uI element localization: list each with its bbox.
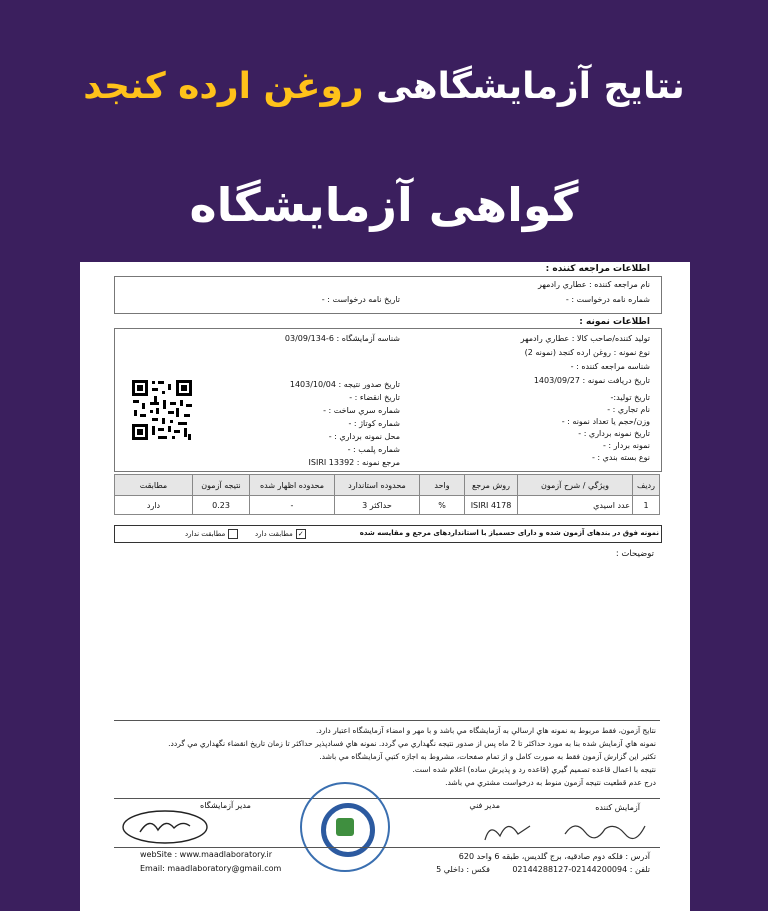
notes-divider bbox=[114, 720, 660, 721]
cell-method: ISIRI 4178 bbox=[465, 496, 518, 515]
code-number: شماره كوتاژ : - bbox=[348, 419, 400, 428]
lab-certificate bbox=[80, 262, 690, 911]
banner-title-prefix: نتایج آزمایشگاهی bbox=[376, 66, 685, 107]
results-table bbox=[114, 474, 660, 515]
col-method: روش مرجع bbox=[465, 475, 518, 496]
issue-date: تاريخ صدور نتيجه : 1403/10/04 bbox=[289, 380, 400, 389]
match-label: مطابقت دارد bbox=[255, 530, 293, 538]
request-number: شماره نامه درخواست : - bbox=[565, 295, 650, 304]
producer: توليد كننده/صاحب كالا : عطاري رادمهر bbox=[520, 334, 650, 343]
requester-section-title: اطلاعات مراجعه کننده : bbox=[545, 264, 650, 274]
nomatch-label: مطابقت ندارد bbox=[185, 530, 226, 538]
tester-signature-icon bbox=[560, 814, 650, 844]
note-4: نتيجه با اعمال قاعده تصميم گيري (قاعده رد و پذيرش ساده) اعلام شده است. bbox=[412, 765, 656, 774]
note-1: نتايج آزمون، فقط مربوط به نمونه هاي ارسالي به آزمايشگاه مي باشد و با مهر و امضاء آزمايشگاه اعتبار دارد. bbox=[315, 726, 656, 735]
conformity-nomatch bbox=[185, 529, 238, 539]
cell-result: 0.23 bbox=[193, 496, 250, 515]
cell-test: عدد اسيدي bbox=[518, 496, 633, 515]
technical-signature-icon bbox=[480, 812, 540, 846]
weight: وزن/حجم يا تعداد نمونه : - bbox=[561, 417, 650, 426]
col-row: رديف bbox=[633, 475, 660, 496]
seal-number: شماره پلمب : - bbox=[347, 445, 400, 454]
lab-manager-signature-icon bbox=[120, 806, 210, 848]
note-5: درج عدم قطعيت نتيجه آزمون منوط به درخواست مشتري مي باشد. bbox=[445, 778, 656, 787]
cell-unit: % bbox=[420, 496, 465, 515]
table-row bbox=[115, 496, 660, 515]
contact-address: آدرس : فلكه دوم صادقيه، برج گلديس، طبقه 6 واحد 620 bbox=[458, 852, 650, 861]
results-header-row bbox=[115, 475, 660, 496]
tester-signature-label: آزمايش كننده bbox=[595, 803, 640, 812]
sample-type: نوع نمونه : روغن ارده كنجد (نمونه 2) bbox=[524, 348, 650, 357]
technical-manager-label: مدير فني bbox=[469, 801, 500, 810]
nomatch-checkbox[interactable] bbox=[228, 529, 238, 539]
lab-manager-label: مدير آزمايشگاه bbox=[200, 801, 251, 810]
cell-standard: حداكثر 3 bbox=[335, 496, 420, 515]
brand: نام تجاري : - bbox=[607, 405, 650, 414]
sample-reference: مرجع نمونه : ISIRI 13392 bbox=[308, 458, 400, 467]
col-declared: محدوده اظهار شده bbox=[250, 475, 335, 496]
col-test: ويژگي / شرح آزمون bbox=[518, 475, 633, 496]
col-conformity: مطابقت bbox=[115, 475, 193, 496]
contact-divider bbox=[114, 847, 660, 848]
banner-title-highlight: روغن ارده کنجد bbox=[83, 66, 364, 107]
contact-phone: تلفن : 02144200094-02144288127 bbox=[512, 865, 650, 874]
banner-title bbox=[0, 66, 768, 107]
production-date: تاريخ توليد:- bbox=[610, 393, 650, 402]
expiry: تاريخ انقضاء : - bbox=[349, 393, 400, 402]
sampling-date: تاريخ نمونه برداري : - bbox=[578, 429, 650, 438]
notes bbox=[108, 724, 656, 789]
banner-subtitle: گواهی آزمایشگاه bbox=[189, 178, 579, 232]
sample-section-title: اطلاعات نمونه : bbox=[579, 317, 650, 327]
seal-center bbox=[336, 818, 354, 836]
contact-email[interactable]: Email: maadlaboratory@gmail.com bbox=[140, 864, 282, 873]
sampler: نمونه بردار : - bbox=[603, 441, 650, 450]
contact-fax: فكس : داخلي 5 bbox=[436, 865, 490, 874]
note-2: نمونه هاي آزمايش شده بنا به مورد حداكثر تا 2 ماه پس از صدور نتيجه نگهداري مي گردد. نمونه هاي فسادپذير حداكثر تا زمان تاريخ انقضاء نگهداري مي گردد. bbox=[168, 739, 656, 748]
match-checkbox[interactable]: ✓ bbox=[296, 529, 306, 539]
lab-seal-icon bbox=[300, 782, 390, 872]
receive-date: تاريخ دريافت نمونه : 1403/09/27 bbox=[533, 376, 650, 385]
signatures-divider bbox=[114, 798, 660, 799]
col-unit: واحد bbox=[420, 475, 465, 496]
lab-id: شناسه آزمايشگاه : 6-03/09/134 bbox=[284, 334, 400, 343]
cell-declared: - bbox=[250, 496, 335, 515]
col-result: نتيجه آزمون bbox=[193, 475, 250, 496]
comments-label: توضيحات : bbox=[615, 549, 654, 559]
conformity-statement: نمونه فوق در بندهای آزمون شده و دارای حسمیاز با استانداردهای مرجع و مقایسه شده bbox=[359, 529, 659, 537]
packaging: نوع بسته بندي : - bbox=[591, 453, 650, 462]
cell-row: 1 bbox=[633, 496, 660, 515]
conformity-match bbox=[255, 529, 306, 539]
cell-conformity: دارد bbox=[115, 496, 193, 515]
batch-number: شماره سري ساخت : - bbox=[323, 406, 400, 415]
conformity-row bbox=[114, 525, 662, 543]
note-3: تكثير اين گزارش آزمون فقط به صورت كامل و از تمام صفحات، مشروط به اجازه كتبي آزمايشگاه مي باشد. bbox=[319, 752, 656, 761]
col-standard: محدوده استاندارد bbox=[335, 475, 420, 496]
qr-code-icon bbox=[130, 378, 194, 442]
sampling-place: محل نمونه برداري : - bbox=[328, 432, 400, 441]
contact-website[interactable]: webSite : www.maadlaboratory.ir bbox=[140, 850, 273, 859]
requester-id: شناسه مراجعه كننده : - bbox=[570, 362, 650, 371]
request-date: تاريخ نامه درخواست : - bbox=[321, 295, 400, 304]
requester-name: نام مراجعه کننده : عطاري رادمهر bbox=[537, 280, 650, 289]
